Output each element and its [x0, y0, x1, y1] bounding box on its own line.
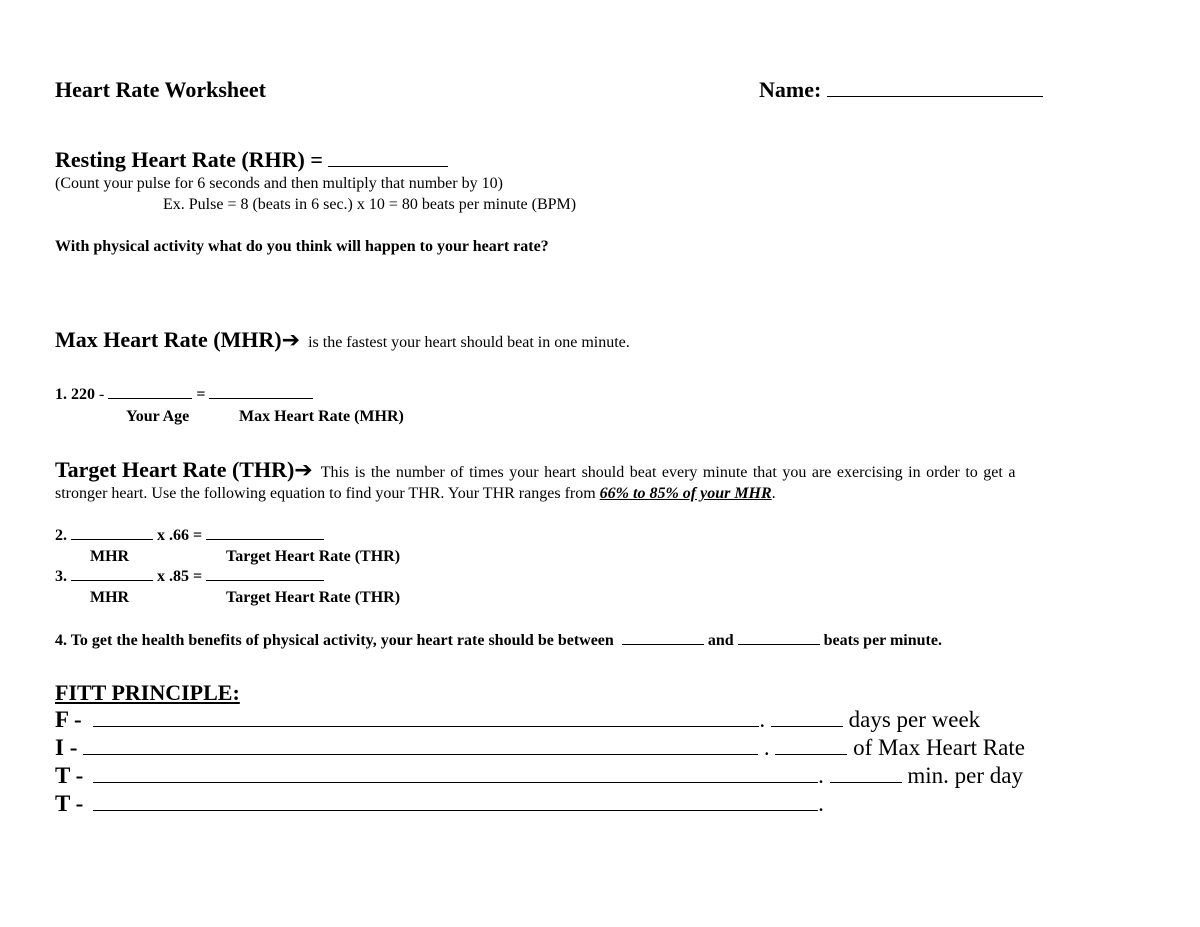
eq3-label-mhr: MHR — [90, 589, 130, 606]
q4-high-blank[interactable] — [738, 643, 820, 645]
fitt-row-type — [55, 791, 824, 817]
eq2-number: 2. — [55, 527, 67, 544]
intensity-percent-blank[interactable] — [775, 753, 847, 755]
rhr-blank[interactable] — [328, 165, 448, 167]
thr-desc-line2 — [55, 485, 776, 503]
fitt-letter: I - — [55, 735, 78, 760]
label-max-heart-rate: Max Heart Rate (MHR) — [239, 408, 404, 425]
mhr-heading-line — [55, 327, 630, 353]
time-minutes-blank[interactable] — [830, 781, 902, 783]
age-blank[interactable] — [108, 397, 192, 399]
eq3-multiplier: x .85 = — [157, 568, 203, 585]
mhr-eq-number: 1. 220 — [55, 386, 95, 403]
mhr-eq-equals: = — [196, 386, 206, 403]
arrow-right-icon: ➔ — [281, 328, 301, 353]
rhr-heading — [55, 147, 448, 173]
name-blank[interactable] — [827, 95, 1043, 97]
fitt-row-intensity — [55, 735, 1025, 761]
mhr-eq-minus: - — [99, 386, 105, 403]
rhr-instruction: (Count your pulse for 6 seconds and then multiply that number by 10) — [55, 175, 503, 192]
mhr-result-blank[interactable] — [209, 397, 313, 399]
fitt-sep: . — [759, 707, 766, 732]
fitt-letter: T - — [55, 791, 84, 816]
label-your-age: Your Age — [126, 408, 190, 425]
time-blank[interactable] — [93, 781, 818, 783]
eq2-label-thr: Target Heart Rate (THR) — [226, 548, 401, 565]
mhr-description: is the fastest your heart should beat in one minute. — [308, 334, 630, 351]
fitt-sep: . — [818, 763, 824, 788]
fitt-sep: . — [818, 791, 824, 816]
eq2-multiplier: x .66 = — [157, 527, 203, 544]
rhr-heading-text: Resting Heart Rate (RHR) = — [55, 147, 323, 172]
eq2-label-mhr: MHR — [90, 548, 130, 565]
eq3-label-thr: Target Heart Rate (THR) — [226, 589, 401, 606]
q4-post: beats per minute. — [823, 632, 942, 649]
worksheet-title: Heart Rate Worksheet — [55, 77, 266, 102]
frequency-blank[interactable] — [93, 725, 759, 727]
fitt-suffix: days per week — [848, 707, 981, 732]
thr-desc-emphasis: 66% to 85% of your MHR — [599, 485, 772, 502]
q4-text: 4. To get the health benefits of physical activity, your heart rate should be between — [55, 632, 614, 649]
eq2-mhr-blank[interactable] — [71, 538, 153, 540]
thr-equation-3 — [55, 568, 324, 586]
type-blank[interactable] — [93, 809, 818, 811]
eq3-mhr-blank[interactable] — [71, 579, 153, 581]
eq3-thr-blank[interactable] — [206, 579, 324, 581]
q4-low-blank[interactable] — [622, 643, 704, 645]
thr-desc-line2-text: stronger heart. Use the following equation to find your THR. Your THR ranges from — [55, 485, 596, 502]
arrow-right-icon: ➔ — [294, 458, 313, 483]
fitt-letter: F - — [55, 707, 82, 732]
fitt-letter: T - — [55, 763, 84, 788]
rhr-question: With physical activity what do you think will happen to your heart rate? — [55, 238, 549, 255]
mhr-heading: Max Heart Rate (MHR) — [55, 327, 282, 352]
fitt-row-frequency — [55, 707, 980, 733]
intensity-blank[interactable] — [83, 753, 758, 755]
eq3-number: 3. — [55, 568, 67, 585]
eq2-thr-blank[interactable] — [206, 538, 324, 540]
frequency-days-blank[interactable] — [771, 725, 843, 727]
question-4 — [55, 632, 942, 650]
fitt-suffix: of Max Heart Rate — [853, 735, 1025, 760]
thr-desc-line1: This is the number of times your heart should beat every minute that you are exercising in order to get a — [320, 464, 1016, 481]
fitt-row-time — [55, 763, 1023, 789]
thr-heading-line — [55, 457, 1015, 483]
name-label — [759, 77, 1043, 103]
rhr-example: Ex. Pulse = 8 (beats in 6 sec.) x 10 = 80 beats per minute (BPM) — [163, 196, 577, 213]
thr-desc-end: . — [771, 485, 776, 502]
fitt-sep: . — [763, 735, 770, 760]
name-label-text: Name: — [759, 77, 822, 102]
fitt-suffix: min. per day — [907, 763, 1023, 788]
q4-and: and — [707, 632, 734, 649]
thr-heading: Target Heart Rate (THR) — [55, 457, 295, 482]
mhr-equation — [55, 386, 313, 404]
fitt-heading: FITT PRINCIPLE: — [55, 680, 240, 705]
thr-equation-2 — [55, 527, 324, 545]
